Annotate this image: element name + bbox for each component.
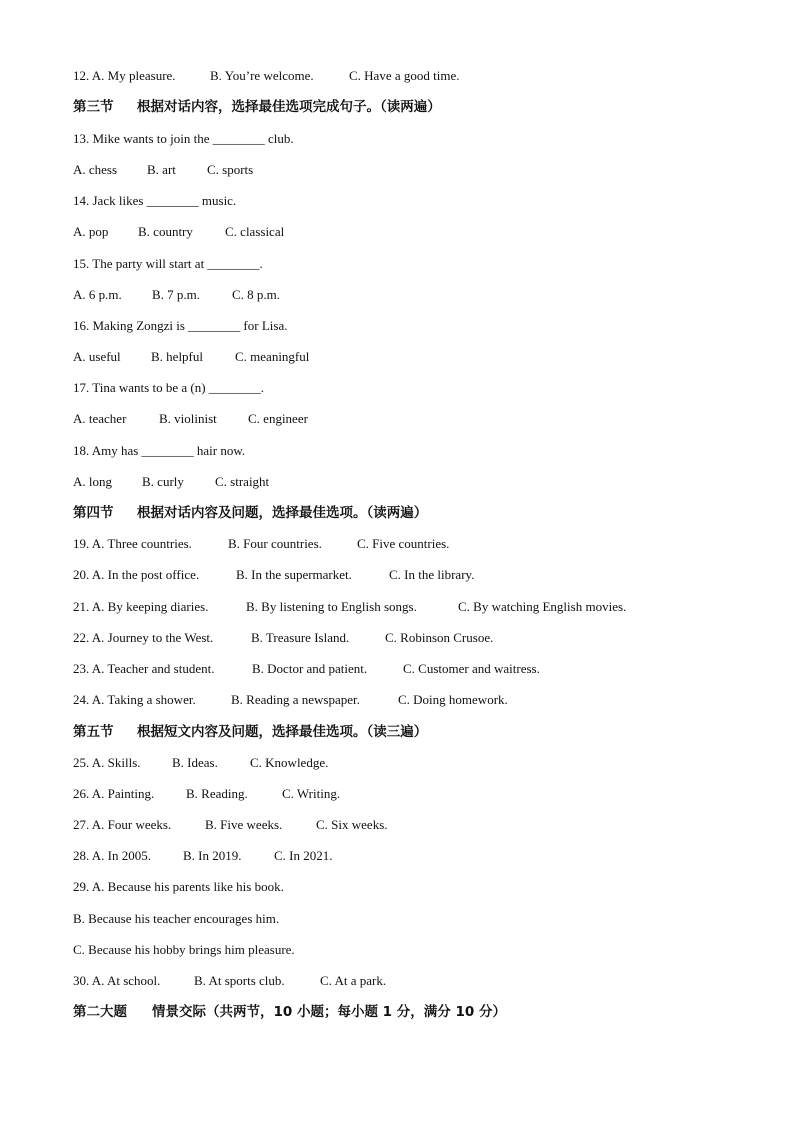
question-18-options [73, 474, 269, 490]
option-b: B. 7 p.m. [152, 287, 201, 302]
option-b: B. country [138, 224, 193, 239]
option-b: B. By listening to English songs. [246, 599, 417, 614]
option-a: 25. A. Skills. [73, 755, 141, 770]
question-29-option-c: C. Because his hobby brings him pleasure. [73, 942, 295, 957]
option-c: C. Robinson Crusoe. [385, 630, 494, 645]
option-b: B. Reading a newspaper. [231, 692, 360, 707]
option-b: B. Four countries. [228, 536, 322, 551]
option-a: 19. A. Three countries. [73, 536, 192, 551]
option-b: B. In the supermarket. [236, 567, 352, 582]
option-c: C. Writing. [282, 786, 341, 801]
option-c: C. Five countries. [357, 536, 450, 551]
question-13: 13. Mike wants to join the ________ club. [73, 131, 294, 146]
option-c: C. Customer and waitress. [403, 661, 540, 676]
option-a: A. useful [73, 349, 121, 364]
part-number: 第二大题 [73, 1004, 127, 1020]
option-a: A. chess [73, 162, 118, 177]
question-13-options [73, 162, 253, 178]
question-29-option-b: B. Because his teacher encourages him. [73, 911, 280, 926]
question-15-options [73, 287, 280, 303]
option-a: 28. A. In 2005. [73, 848, 151, 863]
option-b: B. At sports club. [194, 973, 285, 988]
question-14: 14. Jack likes ________ music. [73, 193, 237, 208]
question-24 [73, 692, 508, 708]
question-29-option-a: 29. A. Because his parents like his book. [73, 879, 284, 894]
option-b: B. Reading. [186, 786, 248, 801]
option-a: 21. A. By keeping diaries. [73, 599, 209, 614]
option-b: B. Doctor and patient. [252, 661, 368, 676]
question-21 [73, 599, 626, 615]
option-a: 27. A. Four weeks. [73, 817, 172, 832]
section-instruction: 根据短文内容及问题，选择最佳选项。（读三遍） [137, 724, 428, 740]
option-c: C. In the library. [389, 567, 475, 582]
question-16: 16. Making Zongzi is ________ for Lisa. [73, 318, 288, 333]
option-b: B. helpful [151, 349, 203, 364]
section-number: 第四节 [73, 505, 114, 521]
section-5-heading [73, 724, 427, 740]
section-4-heading [73, 505, 427, 521]
option-c: C. straight [215, 474, 270, 489]
question-17: 17. Tina wants to be a (n) ________. [73, 380, 265, 395]
question-17-options [73, 411, 308, 427]
section-instruction: 根据对话内容及问题，选择最佳选项。（读两遍） [137, 505, 428, 521]
option-c: C. Knowledge. [250, 755, 329, 770]
option-a: 26. A. Painting. [73, 786, 155, 801]
option-b: B. art [147, 162, 176, 177]
part-2-heading [73, 1004, 506, 1020]
question-19 [73, 536, 449, 552]
question-23 [73, 661, 540, 677]
question-16-options [73, 349, 309, 365]
section-number: 第五节 [73, 724, 114, 740]
option-b: B. In 2019. [183, 848, 242, 863]
question-14-options [73, 224, 284, 240]
option-a: A. pop [73, 224, 109, 239]
option-c: C. engineer [248, 411, 308, 426]
option-a: A. long [73, 474, 112, 489]
option-a: 12. A. My pleasure. [73, 68, 176, 83]
option-a: 30. A. At school. [73, 973, 161, 988]
option-a: 23. A. Teacher and student. [73, 661, 215, 676]
option-b: B. curly [142, 474, 184, 489]
option-c: C. At a park. [320, 973, 387, 988]
option-a: 20. A. In the post office. [73, 567, 200, 582]
option-a: 22. A. Journey to the West. [73, 630, 214, 645]
option-c: C. In 2021. [274, 848, 333, 863]
question-18: 18. Amy has ________ hair now. [73, 443, 246, 458]
option-b: B. Ideas. [172, 755, 218, 770]
option-c: C. By watching English movies. [458, 599, 627, 614]
question-20 [73, 567, 474, 583]
option-c: C. Have a good time. [349, 68, 460, 83]
section-instruction: 根据对话内容，选择最佳选项完成句子。（读两遍） [137, 99, 441, 115]
question-26 [73, 786, 340, 802]
option-c: C. classical [225, 224, 285, 239]
option-a: A. 6 p.m. [73, 287, 122, 302]
part-instruction: 情景交际（共两节，10 小题；每小题 1 分，满分 10 分） [152, 1004, 506, 1020]
option-a: 24. A. Taking a shower. [73, 692, 196, 707]
question-22 [73, 630, 493, 646]
question-25 [73, 755, 328, 771]
option-c: C. 8 p.m. [232, 287, 281, 302]
option-a: A. teacher [73, 411, 127, 426]
section-number: 第三节 [73, 99, 114, 115]
option-b: B. Treasure Island. [251, 630, 350, 645]
question-30 [73, 973, 386, 989]
question-15: 15. The party will start at ________. [73, 256, 263, 271]
option-b: B. Five weeks. [205, 817, 283, 832]
question-28 [73, 848, 333, 864]
option-c: C. Six weeks. [316, 817, 388, 832]
option-c: C. sports [207, 162, 254, 177]
option-c: C. Doing homework. [398, 692, 508, 707]
section-3-heading [73, 99, 441, 115]
option-b: B. You’re welcome. [210, 68, 314, 83]
question-12 [73, 68, 459, 84]
option-b: B. violinist [159, 411, 217, 426]
option-c: C. meaningful [235, 349, 310, 364]
question-27 [73, 817, 388, 833]
